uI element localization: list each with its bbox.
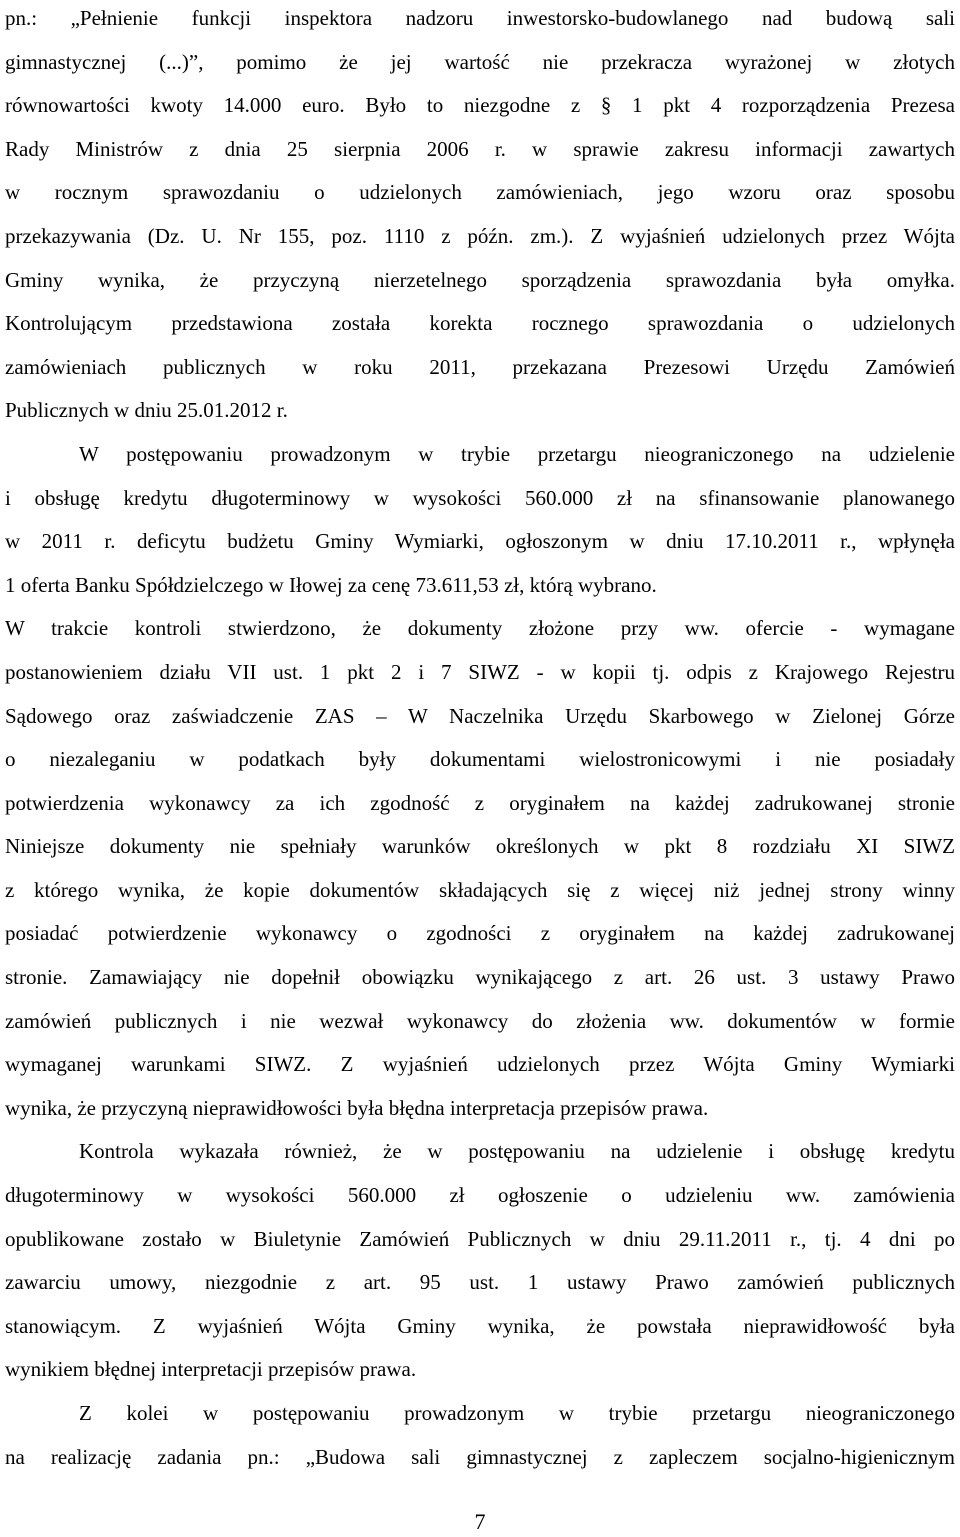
text-line: z którego wynika, że kopie dokumentów składających się z więcej niż jednej strony winny	[5, 877, 955, 902]
text-line: i obsługę kredytu długoterminowy w wysokości 560.000 zł na sfinansowanie planowanego	[5, 485, 955, 510]
text-line: wymaganej warunkami SIWZ. Z wyjaśnień udzielonych przez Wójta Gminy Wymiarki	[5, 1052, 955, 1077]
text-line: przekazywania (Dz. U. Nr 155, poz. 1110 z późn. zm.). Z wyjaśnień udzielonych przez Wójta	[5, 223, 955, 248]
text-line: W trakcie kontroli stwierdzono, że dokumenty złożone przy ww. ofercie - wymagane	[5, 616, 955, 641]
text-line: Niniejsze dokumenty nie spełniały warunków określonych w pkt 8 rozdziału XI SIWZ	[5, 834, 955, 859]
text-line: posiadać potwierdzenie wykonawcy o zgodności z oryginałem na każdej zadrukowanej	[5, 921, 955, 946]
text-line: wynika, że przyczyną nieprawidłowości była błędna interpretacja przepisów prawa.	[5, 1095, 709, 1120]
text-line: potwierdzenia wykonawcy za ich zgodność z oryginałem na każdej zadrukowanej stronie	[5, 790, 955, 815]
text-line: zamówień publicznych i nie wezwał wykonawcy do złożenia ww. dokumentów w formie	[5, 1008, 955, 1033]
text-line: wynikiem błędnej interpretacji przepisów prawa.	[5, 1357, 417, 1382]
text-line: w 2011 r. deficytu budżetu Gminy Wymiarki, ogłoszonym w dniu 17.10.2011 r., wpłynęła	[5, 529, 955, 554]
text-line: stronie. Zamawiający nie dopełnił obowiązku wynikającego z art. 26 ust. 3 ustawy Prawo	[5, 965, 955, 990]
text-line: na realizację zadania pn.: „Budowa sali gimnastycznej z zapleczem socjalno-higienicznym	[5, 1444, 955, 1469]
text-line: równowartości kwoty 14.000 euro. Było to niezgodne z § 1 pkt 4 rozporządzenia Prezesa	[5, 93, 955, 118]
text-line: zamówieniach publicznych w roku 2011, przekazana Prezesowi Urzędu Zamówień	[5, 354, 955, 379]
paragraph-first-line: W postępowaniu prowadzonym w trybie przetargu nieograniczonego na udzielenie	[79, 441, 955, 466]
text-line: stanowiącym. Z wyjaśnień Wójta Gminy wynika, że powstała nieprawidłowość była	[5, 1313, 955, 1338]
text-line: gimnastycznej (...)”, pomimo że jej wartość nie przekracza wyrażonej w złotych	[5, 49, 955, 74]
text-line: Kontrolującym przedstawiona została korekta rocznego sprawozdania o udzielonych	[5, 311, 955, 336]
text-line: o niezaleganiu w podatkach były dokumentami wielostronicowymi i nie posiadały	[5, 747, 955, 772]
text-line: Sądowego oraz zaświadczenie ZAS – W Naczelnika Urzędu Skarbowego w Zielonej Górze	[5, 703, 955, 728]
document-body	[5, 0, 955, 1479]
text-line: zawarciu umowy, niezgodnie z art. 95 ust. 1 ustawy Prawo zamówień publicznych	[5, 1270, 955, 1295]
text-line: 1 oferta Banku Spółdzielczego w Iłowej za cenę 73.611,53 zł, którą wybrano.	[5, 572, 657, 597]
text-line: długoterminowy w wysokości 560.000 zł ogłoszenie o udzieleniu ww. zamówienia	[5, 1183, 955, 1208]
paragraph-first-line: Kontrola wykazała również, że w postępowaniu na udzielenie i obsługę kredytu	[79, 1139, 955, 1164]
text-line: w rocznym sprawozdaniu o udzielonych zamówieniach, jego wzoru oraz sposobu	[5, 180, 955, 205]
text-line: Gminy wynika, że przyczyną nierzetelnego sporządzenia sprawozdania była omyłka.	[5, 267, 955, 292]
text-line: pn.: „Pełnienie funkcji inspektora nadzoru inwestorsko-budowlanego nad budową sali	[5, 6, 955, 30]
text-line: opublikowane zostało w Biuletynie Zamówień Publicznych w dniu 29.11.2011 r., tj. 4 dni po	[5, 1226, 955, 1251]
paragraph-first-line: Z kolei w postępowaniu prowadzonym w trybie przetargu nieograniczonego	[79, 1401, 955, 1425]
page-number: 7	[474, 1509, 486, 1534]
text-line: Rady Ministrów z dnia 25 sierpnia 2006 r. w sprawie zakresu informacji zawartych	[5, 136, 955, 161]
text-line: Publicznych w dniu 25.01.2012 r.	[5, 398, 288, 423]
text-line: postanowieniem działu VII ust. 1 pkt 2 i 7 SIWZ - w kopii tj. odpis z Krajowego Rejestru	[5, 659, 955, 684]
